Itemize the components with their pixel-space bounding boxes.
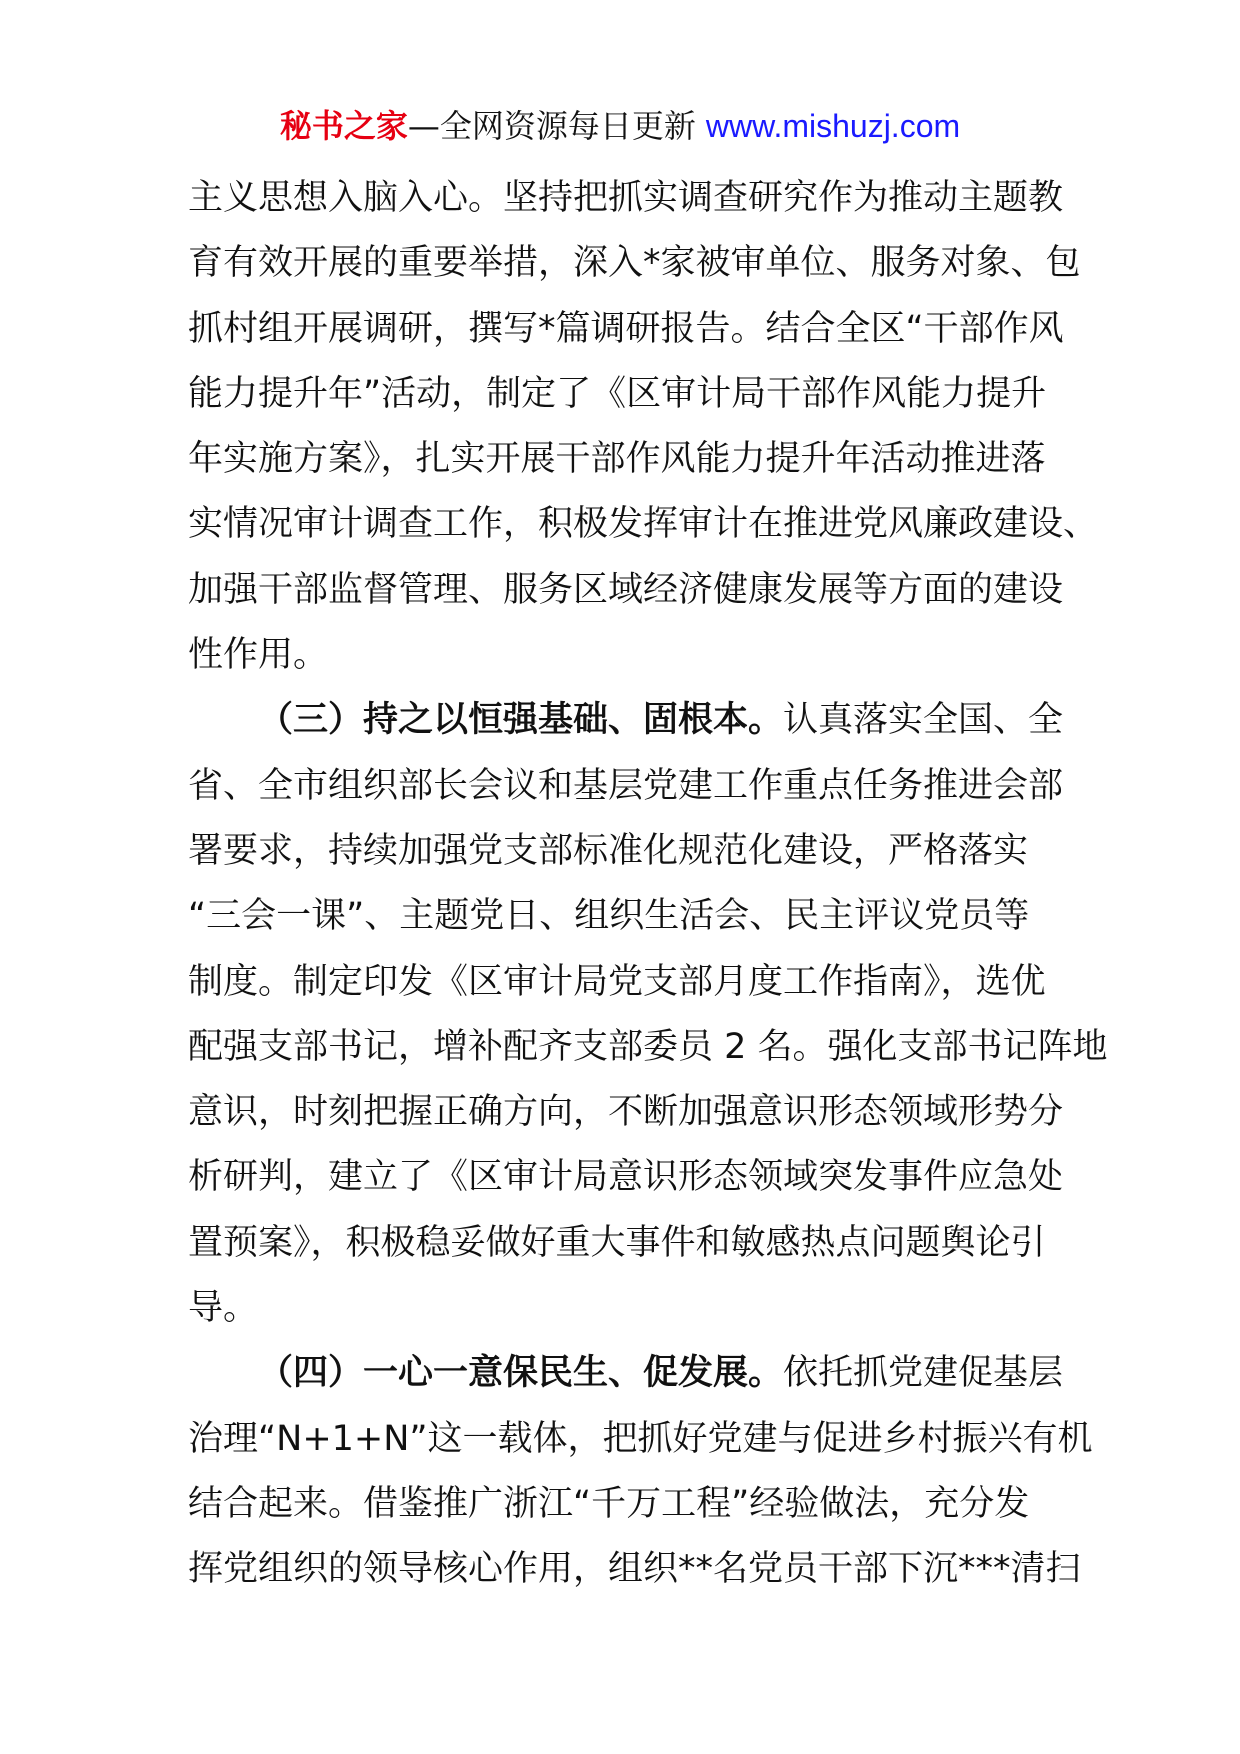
body-line: 主义思想入脑入心。坚持把抓实调查研究作为推动主题教 [188, 178, 1064, 218]
website-link[interactable]: www.mishuzj.com [705, 108, 961, 144]
body-line: 能力提升年”活动，制定了《区审计局干部作风能力提升 [188, 373, 1047, 414]
section-4-first-line [188, 1341, 1068, 1406]
body-line: 置预案》，积极稳妥做好重大事件和敏感热点问题舆论引 [188, 1222, 1046, 1263]
header-tagline: —全网资源每日更新 [407, 107, 696, 145]
section-3-first-line [188, 688, 1068, 753]
section-3-heading: （三）持之以恒强基础、固根本。 [258, 700, 784, 741]
body-line: 年实施方案》，扎实开展干部作风能力提升年活动推进落 [188, 439, 1046, 480]
body-line: “三会一课”、主题党日、组织生活会、民主评议党员等 [188, 896, 1030, 937]
body-line: 治理“N+1+N”这一载体，把抓好党建与促进乡村振兴有机 [188, 1418, 1093, 1459]
body-line: 实情况审计调查工作，积极发挥审计在推进党风廉政建设、 [188, 504, 1099, 545]
body-line: 性作用。 [188, 635, 329, 676]
body-line: 意识，时刻把握正确方向，不断加强意识形态领域形势分 [188, 1092, 1064, 1133]
body-line: 导。 [188, 1288, 259, 1329]
body-line: 育有效开展的重要举措，深入*家被审单位、服务对象、包 [188, 243, 1081, 284]
section-4-heading: （四）一心一意保民生、促发展。 [258, 1353, 784, 1394]
body-line: 挥党组织的领导核心作用，组织**名党员干部下沉***清扫 [188, 1549, 1081, 1590]
document-body [188, 166, 1108, 1603]
body-line: 配强支部书记，增补配齐支部委员 2 名。强化支部书记阵地 [188, 1026, 1108, 1067]
brand-name: 秘书之家 [279, 107, 408, 145]
body-line: 署要求，持续加强党支部标准化规范化建设，严格落实 [188, 830, 1029, 871]
body-line: 结合起来。借鉴推广浙江“千万工程”经验做法，充分发 [188, 1483, 1030, 1524]
body-line: 省、全市组织部长会议和基层党建工作重点任务推进会部 [188, 765, 1064, 806]
body-line: 抓村组开展调研，撰写*篇调研报告。结合全区“干部作风 [188, 308, 1064, 349]
section-4-text: 依托抓党建促基层 [783, 1353, 1064, 1394]
body-line: 析研判，建立了《区审计局意识形态领域突发事件应急处 [188, 1157, 1064, 1198]
page-header [0, 104, 1240, 148]
body-line: 制度。制定印发《区审计局党支部月度工作指南》，选优 [188, 961, 1046, 1002]
section-3-text: 认真落实全国、全 [783, 700, 1064, 741]
body-line: 加强干部监督管理、服务区域经济健康发展等方面的建设 [188, 569, 1064, 610]
